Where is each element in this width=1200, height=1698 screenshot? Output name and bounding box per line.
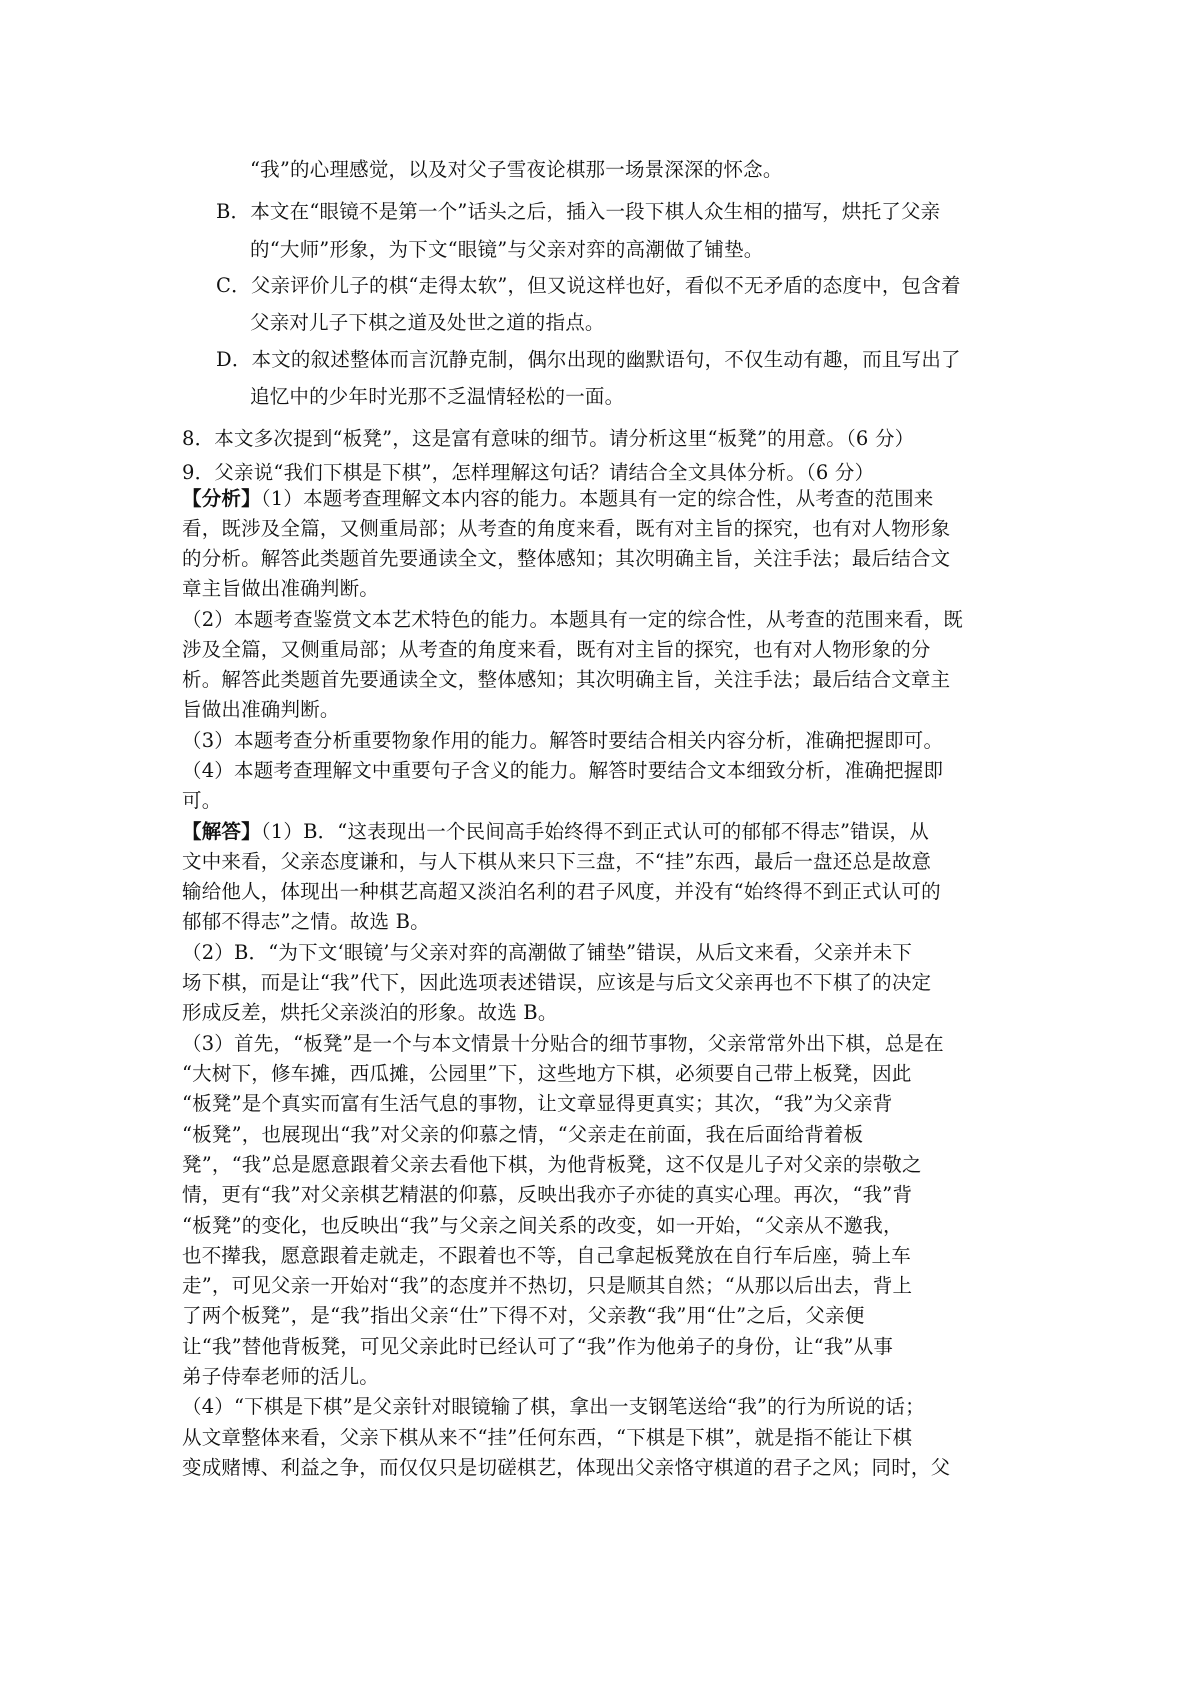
option-b-line-1: B．本文在“眼镜不是第一个”话头之后，插入一段下棋人众生相的描写，烘托了父亲 (216, 200, 941, 223)
analysis-line-9: （3）本题考查分析重要物象作用的能力。解答时要结合相关内容分析，准确把握即可。 (182, 729, 944, 752)
answer-line-17: 了两个板凳”，是“我”指出父亲“仕”下得不对，父亲教“我”用“仕”之后，父亲便 (182, 1304, 865, 1327)
analysis-line-11: 可。 (182, 789, 222, 812)
analysis-line-4: 章主旨做出准确判断。 (182, 577, 380, 600)
analysis-line-10: （4）本题考查理解文中重要句子含义的能力。解答时要结合文本细致分析，准确把握即 (182, 759, 944, 782)
analysis-line-3: 的分析。解答此类题首先要通读全文，整体感知；其次明确主旨，关注手法；最后结合文 (182, 547, 951, 570)
answer-label: 【解答】 (182, 820, 261, 843)
answer-line-11: “板凳”，也展现出“我”对父亲的仰慕之情，“父亲走在前面，我在后面给背着板 (182, 1123, 864, 1146)
analysis-text: （1）本题考查理解文本内容的能力。本题具有一定的综合性，从考查的范围来 (260, 487, 934, 510)
analysis-line-5: （2）本题考查鉴赏文本艺术特色的能力。本题具有一定的综合性，从考查的范围来看，既 (182, 608, 963, 631)
option-b-line-2: 的“大师”形象，为下文“眼镜”与父亲对弈的高潮做了铺垫。 (250, 238, 764, 261)
option-c-line-2: 父亲对儿子下棋之道及处世之道的指点。 (250, 311, 605, 334)
analysis-line-6: 涉及全篇，又侧重局部；从考查的角度来看，既有对主旨的探究，也有对人物形象的分 (182, 638, 931, 661)
answer-line-7: 形成反差，烘托父亲淡泊的形象。故选 B。 (182, 1001, 558, 1024)
option-c-line-1: C．父亲评价儿子的棋“走得太软”，但又说这样也好，看似不无矛盾的态度中，包含着 (216, 274, 961, 297)
analysis-line-2: 看，既涉及全篇，又侧重局部；从考查的角度来看，既有对主旨的探究，也有对人物形象 (182, 517, 951, 540)
answer-line-22: 变成赌博、利益之争，而仅仅只是切磋棋艺，体现出父亲恪守棋道的君子之风；同时，父 (182, 1456, 951, 1479)
analysis-line-1 (182, 484, 933, 514)
answer-line-10: “板凳”是个真实而富有生活气息的事物，让文章显得更真实；其次，“我”为父亲背 (182, 1092, 893, 1115)
answer-line-18: 让“我”替他背板凳，可见父亲此时已经认可了“我”作为他弟子的身份，让“我”从事 (182, 1335, 894, 1358)
question-9: 9．父亲说“我们下棋是下棋”，怎样理解这句话？请结合全文具体分析。（6 分） (182, 461, 875, 484)
answer-line-1 (182, 817, 929, 847)
answer-line-4: 郁郁不得志”之情。故选 B。 (182, 910, 430, 933)
option-a-continuation: “我”的心理感觉，以及对父子雪夜论棋那一场景深深的怀念。 (250, 158, 783, 181)
answer-line-9: “大树下，修车摊，西瓜摊，公园里”下，这些地方下棋，必须要自己带上板凳，因此 (182, 1062, 912, 1085)
answer-line-14: “板凳”的变化，也反映出“我”与父亲之间关系的改变，如一开始，“父亲从不邀我， (182, 1214, 903, 1237)
answer-line-15: 也不撵我，愿意跟着走就走，不跟着也不等，自己拿起板凳放在自行车后座，骑上车 (182, 1244, 911, 1267)
answer-line-8: （3）首先，“板凳”是一个与本文情景十分贴合的细节事物，父亲常常外出下棋，总是在 (182, 1032, 944, 1055)
answer-line-12: 凳”，“我”总是愿意跟着父亲去看他下棋，为他背板凳，这不仅是儿子对父亲的崇敬之 (182, 1153, 922, 1176)
answer-line-20: （4）“下棋是下棋”是父亲针对眼镜输了棋，拿出一支钢笔送给“我”的行为所说的话； (182, 1395, 925, 1418)
answer-line-6: 场下棋，而是让“我”代下，因此选项表述错误，应该是与后文父亲再也不下棋了的决定 (182, 971, 932, 994)
answer-line-16: 走”，可见父亲一开始对“我”的态度并不热切，只是顺其自然；“从那以后出去，背上 (182, 1274, 913, 1297)
option-d-line-2: 追忆中的少年时光那不乏温情轻松的一面。 (250, 385, 625, 408)
option-d-line-1: D．本文的叙述整体而言沉静克制，偶尔出现的幽默语句，不仅生动有趣，而且写出了 (216, 348, 961, 371)
question-8: 8．本文多次提到“板凳”，这是富有意味的细节。请分析这里“板凳”的用意。（6 分） (182, 427, 915, 450)
answer-line-19: 弟子侍奉老师的活儿。 (182, 1365, 380, 1388)
answer-line-5: （2）B．“为下文‘眼镜’与父亲对弈的高潮做了铺垫”错误，从后文来看，父亲并未下 (182, 941, 913, 964)
answer-text: （1）B．“这表现出一个民间高手始终得不到正式认可的郁郁不得志”错误，从 (260, 820, 929, 843)
analysis-label: 【分析】 (182, 487, 261, 510)
answer-line-21: 从文章整体来看，父亲下棋从来不“挂”任何东西，“下棋是下棋”，就是指不能让下棋 (182, 1426, 913, 1449)
analysis-line-8: 旨做出准确判断。 (182, 698, 340, 721)
answer-line-2: 文中来看，父亲态度谦和，与人下棋从来只下三盘，不“挂”东西，最后一盘还总是故意 (182, 850, 932, 873)
analysis-line-7: 析。解答此类题首先要通读全文，整体感知；其次明确主旨，关注手法；最后结合文章主 (182, 668, 951, 691)
answer-line-3: 输给他人，体现出一种棋艺高超又淡泊名利的君子风度，并没有“始终得不到正式认可的 (182, 880, 941, 903)
answer-line-13: 情，更有“我”对父亲棋艺精湛的仰慕，反映出我亦子亦徒的真实心理。再次，“我”背 (182, 1183, 913, 1206)
